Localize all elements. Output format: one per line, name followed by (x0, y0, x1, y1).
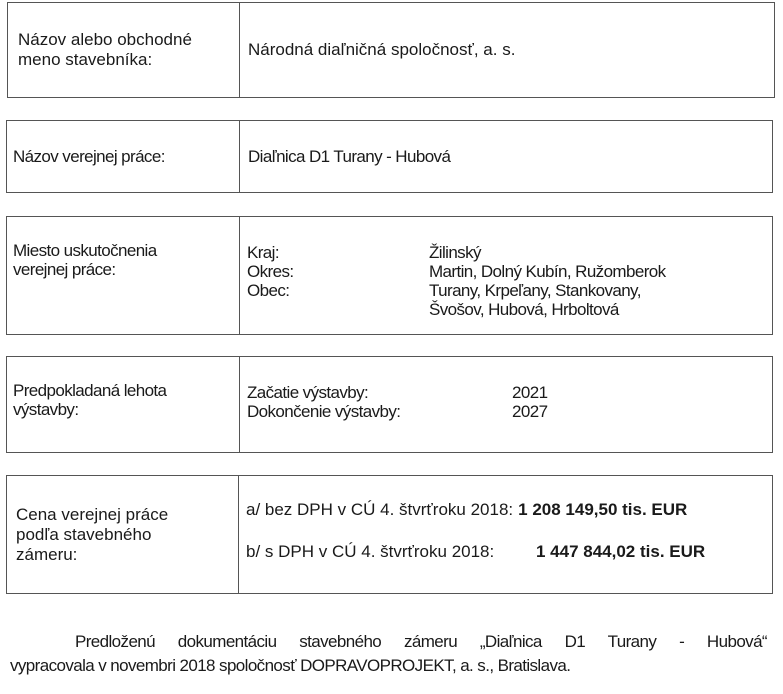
end-year: 2027 (512, 402, 548, 421)
location-values (240, 217, 666, 334)
okres-value: Martin, Dolný Kubín, Ružomberok (429, 262, 666, 281)
paragraph-line-1: Predloženú dokumentáciu stavebného zámeru „Diaľnica D1 Turany - Hubová“ (75, 632, 767, 651)
project-name-value: Diaľnica D1 Turany - Hubová (248, 147, 451, 166)
construction-period-box (6, 356, 773, 453)
period-label-line-2: výstavby: (13, 400, 79, 419)
price-without-vat (246, 500, 705, 520)
obec-value: Turany, Krpeľany, Stankovany, (429, 281, 641, 300)
paragraph-line-2: vypracovala v novembri 2018 spoločnosť DOPRAVOPROJEKT, a. s., Bratislava. (10, 656, 571, 675)
price-label (7, 476, 239, 593)
start-year: 2021 (512, 383, 548, 402)
obec-cont-key (247, 300, 429, 319)
period-label-line-1: Predpokladaná lehota (13, 381, 167, 400)
obec-cont-value: Švošov, Hubová, Hrboltová (429, 300, 619, 319)
construction-period-label (7, 357, 240, 452)
price-values (239, 476, 705, 593)
okres-key: Okres: (247, 262, 294, 281)
kraj-key: Kraj: (247, 243, 279, 262)
project-name-label (7, 121, 240, 192)
kraj-value: Žilinský (429, 243, 481, 262)
investor-label-line-1: Názov alebo obchodné (18, 30, 192, 49)
project-name-label-text: Názov verejnej práce: (13, 147, 165, 166)
investor-label (8, 3, 240, 97)
start-row (247, 383, 547, 402)
price-label-line-3: zámeru: (16, 544, 78, 564)
obec-key: Obec: (247, 281, 290, 300)
price-without-vat-amount: 1 208 149,50 tis. EUR (518, 500, 688, 519)
price-with-vat-prefix: b/ s DPH v CÚ 4. štvrťroku 2018: (246, 542, 495, 561)
investor-value-cell (240, 3, 515, 97)
price-with-vat (246, 542, 705, 562)
construction-period-values (240, 357, 547, 452)
location-label-line-2: verejnej práce: (13, 260, 116, 279)
location-row-obec-cont (247, 300, 666, 319)
price-label-line-2: podľa stavebného (16, 524, 152, 544)
investor-box (7, 2, 775, 98)
price-without-vat-prefix: a/ bez DPH v CÚ 4. štvrťroku 2018: (246, 500, 514, 519)
project-name-value-cell (240, 121, 450, 192)
project-name-box (6, 120, 773, 193)
location-row-okres (247, 262, 666, 281)
location-row-obec (247, 281, 666, 300)
investor-label-line-2: meno stavebníka: (18, 50, 153, 69)
documentation-paragraph (10, 630, 767, 678)
start-key: Začatie výstavby: (247, 383, 369, 402)
location-row-kraj (247, 243, 666, 262)
end-key: Dokončenie výstavby: (247, 402, 401, 421)
investor-value: Národná diaľničná spoločnosť, a. s. (248, 40, 516, 59)
price-label-line-1: Cena verejnej práce (16, 504, 169, 524)
price-box (6, 475, 773, 594)
price-with-vat-amount: 1 447 844,02 tis. EUR (536, 542, 706, 561)
location-box (6, 216, 773, 335)
end-row (247, 402, 547, 421)
location-label-line-1: Miesto uskutočnenia (13, 241, 157, 260)
location-label (7, 217, 240, 334)
